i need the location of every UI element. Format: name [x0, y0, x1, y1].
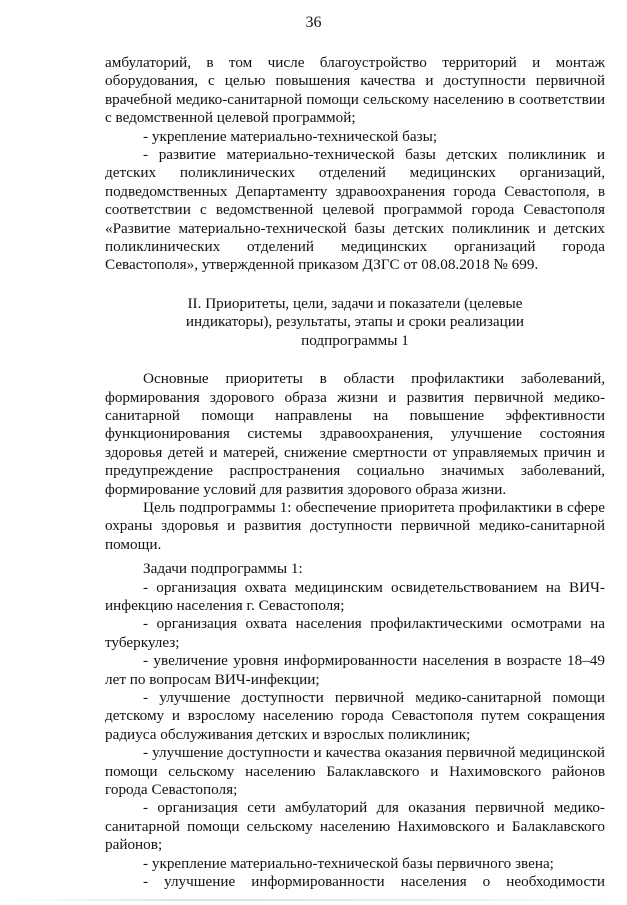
spacer — [105, 275, 605, 295]
spacer — [105, 350, 605, 370]
section-heading-line-2: индикаторы), результаты, этапы и сроки реализации — [185, 313, 525, 331]
page-number: 36 — [305, 14, 322, 31]
list-item-strengthen-base: - укрепление материально-технической базы; — [143, 127, 438, 145]
page-content — [105, 54, 605, 891]
task-item: - улучшение доступности и качества оказания первичной медицинской помощи сельскому населению Балаклавского и Нахимовского районов города Севастополя; — [105, 744, 605, 799]
task-item: - организация охвата населения профилактическими осмотрами на туберкулез; — [105, 615, 605, 651]
section-heading-line-3: подпрограммы 1 — [301, 331, 409, 349]
paragraph-goal: Цель подпрограммы 1: обеспечение приоритета профилактики в сфере охраны здоровья и развития доступности первичной медико-санитарной помощи. — [105, 498, 605, 553]
paragraph-intro-continuation: амбулаторий, в том числе благоустройство территорий и монтаж оборудования, с целью повышения качества и доступности первичной врачебной медико-санитарной помощи сельскому населению в соответствии с ведомственной целевой программой; — [105, 54, 605, 127]
task-item: - улучшение доступности первичной медико-санитарной помощи детскому и взрослому населению города Севастополя путем сокращения радиуса обслуживания детских и взрослых поликлиник; — [105, 689, 605, 743]
task-item: - улучшение информированности населения о необходимости — [143, 873, 605, 891]
tasks-title: Задачи подпрограммы 1: — [143, 560, 303, 578]
task-item: - организация сети амбулаторий для оказания первичной медико-санитарной помощи сельскому населению Нахимовского и Балаклавского районов; — [105, 799, 605, 854]
paragraph-priorities: Основные приоритеты в области профилактики заболеваний, формирования здорового образа жизни и развития первичной медико-санитарной помощи направлены на повышение эффективности функционирования системы здравоохранения, улучшение состояния здоровья детей и матерей, снижение смертности от управляемых причин и предупреждение распространения социально значимых заболеваний, формирование условий для развития здорового образа жизни. — [105, 370, 605, 498]
task-item: - организация охвата медицинским освидетельствованием на ВИЧ-инфекцию населения г. Севастополя; — [105, 578, 605, 614]
list-item-develop-child-clinics: - развитие материально-технической базы детских поликлиник и детских поликлинических отделений медицинских организаций, подведомственных Департаменту здравоохранения города Севастополя, в соответствии с ведомственной целевой программой города Севастополя «Развитие материально-технической базы детских поликлиник и детских поликлинических отделений медицинских организаций города Севастополя», утвержденной приказом ДЗГС от 08.08.2018 № 699. — [105, 146, 605, 274]
task-item: - увеличение уровня информированности населения в возрасте 18–49 лет по вопросам ВИЧ-инфекции; — [105, 652, 605, 688]
section-heading-line-1: II. Приоритеты, цели, задачи и показатели (целевые — [187, 294, 523, 312]
scan-edge-line — [0, 899, 627, 901]
task-item: - укрепление материально-технической базы первичного звена; — [143, 854, 554, 872]
